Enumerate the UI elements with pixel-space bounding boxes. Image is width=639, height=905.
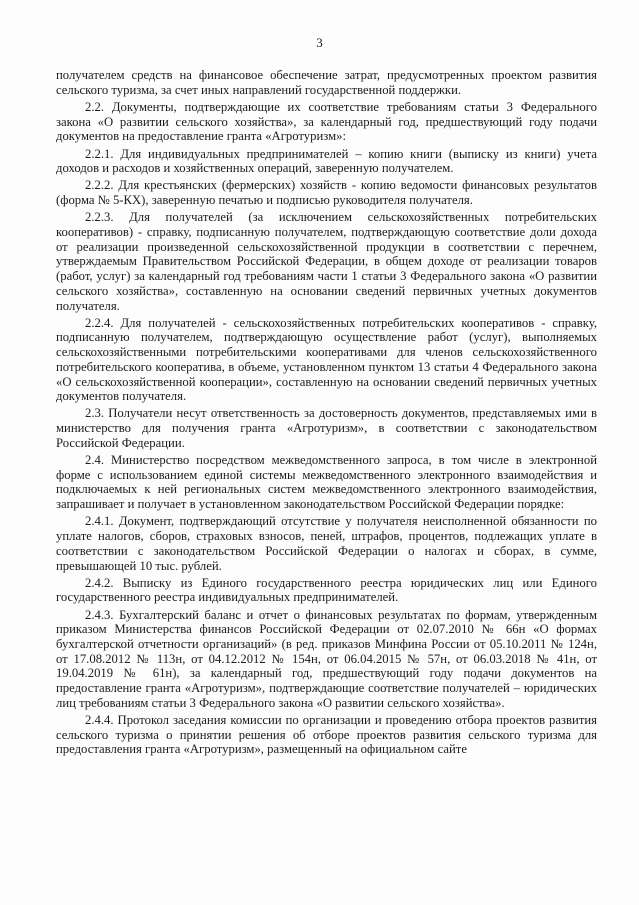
- paragraph-2-2-4: 2.2.4. Для получателей - сельскохозяйственных потребительских кооперативов - справку, подписанную получателем, подтверждающую осуществление работ (услуг), выполняемых сельскохозяйственными потребительскими кооперативами для членов сельскохозяйственного потребительского кооператива, в объеме, установленном пунктом 13 статьи 4 Федерального закона «О сельскохозяйственной кооперации», составленную на основании сведений первичных учетных документов получателя.: [56, 315, 597, 404]
- paragraph-2-4-4: 2.4.4. Протокол заседания комиссии по организации и проведению отбора проектов развития сельского туризма о принятии решения об отборе проектов развития сельского туризма для предоставления гранта «Агротуризм», размещенный на официальном сайте: [56, 713, 597, 757]
- paragraph-2-3: 2.3. Получатели несут ответственность за достоверность документов, представляемых ими в министерство для получения гранта «Агротуризм», в соответствии с законодательством Российской Федерации.: [56, 406, 597, 450]
- paragraph-2-2-2: 2.2.2. Для крестьянских (фермерских) хозяйств - копию ведомости финансовых результатов (форма № 5-КХ), заверенную печатью и подписью руководителя получателя.: [56, 178, 597, 208]
- paragraph-2-2-3: 2.2.3. Для получателей (за исключением сельскохозяйственных потребительских кооперативов) - справку, подписанную получателем, подтверждающую соответствие доли дохода от реализации произведенной сельскохозяйственной продукции в соответствии с перечнем, утверждаемым Правительством Российской Федерации, в общем доходе от реализации товаров (работ, услуг) за календарный год требованиям части 1 статьи 3 Федерального закона «О развитии сельского хозяйства», составленную на основании сведений первичных учетных документов получателя.: [56, 210, 597, 313]
- paragraph-2-2: 2.2. Документы, подтверждающие их соответствие требованиям статьи 3 Федерального закона «О развитии сельского хозяйства», за календарный год, предшествующий году подачи документов на предоставление гранта «Агротуризм»:: [56, 99, 597, 144]
- document-body: [56, 68, 597, 760]
- paragraph-2-4: 2.4. Министерство посредством межведомственного запроса, в том числе в электронной форме с использованием единой системы межведомственного электронного взаимодействия и подключаемых к ней региональных систем межведомственного электронного взаимодействия, запрашивает и получает в установленном законодательством Российской Федерации порядке:: [56, 453, 597, 512]
- paragraph-continuation: получателем средств на финансовое обеспечение затрат, предусмотренных проектом развития сельского туризма, за счет иных направлений государственной поддержки.: [56, 68, 597, 97]
- paragraph-2-2-1: 2.2.1. Для индивидуальных предпринимателей – копию книги (выписку из книги) учета доходов и расходов и хозяйственных операций, заверенную получателем.: [56, 146, 597, 176]
- paragraph-2-4-2: 2.4.2. Выписку из Единого государственного реестра юридических лиц или Единого государственного реестра индивидуальных предпринимателей.: [56, 575, 597, 605]
- page-number: 3: [316, 35, 323, 50]
- paragraph-2-4-3: 2.4.3. Бухгалтерский баланс и отчет о финансовых результатах по формам, утвержденным приказом Министерства финансов Российской Федерации от 02.07.2010 № 66н «О формах бухгалтерской отчетности организаций» (в ред. приказов Минфина России от 05.10.2011 № 124н, от 17.08.2012 № 113н, от 04.12.2012 № 154н, от 06.04.2015 № 57н, от 06.03.2018 № 41н, от 19.04.2019 № 61н), за календарный год, предшествующий году подачи документов на предоставление гранта «Агротуризм», подтверждающие соответствие получателей – юридических лиц требованиям статьи 3 Федерального закона «О развитии сельского хозяйства».: [56, 607, 597, 710]
- paragraph-2-4-1: 2.4.1. Документ, подтверждающий отсутствие у получателя неисполненной обязанности по уплате налогов, сборов, страховых взносов, пеней, штрафов, процентов, подлежащих уплате в соответствии с законодательством Российской Федерации о налогах и сборах, в сумме, превышающей 10 тыс. рублей.: [56, 514, 597, 573]
